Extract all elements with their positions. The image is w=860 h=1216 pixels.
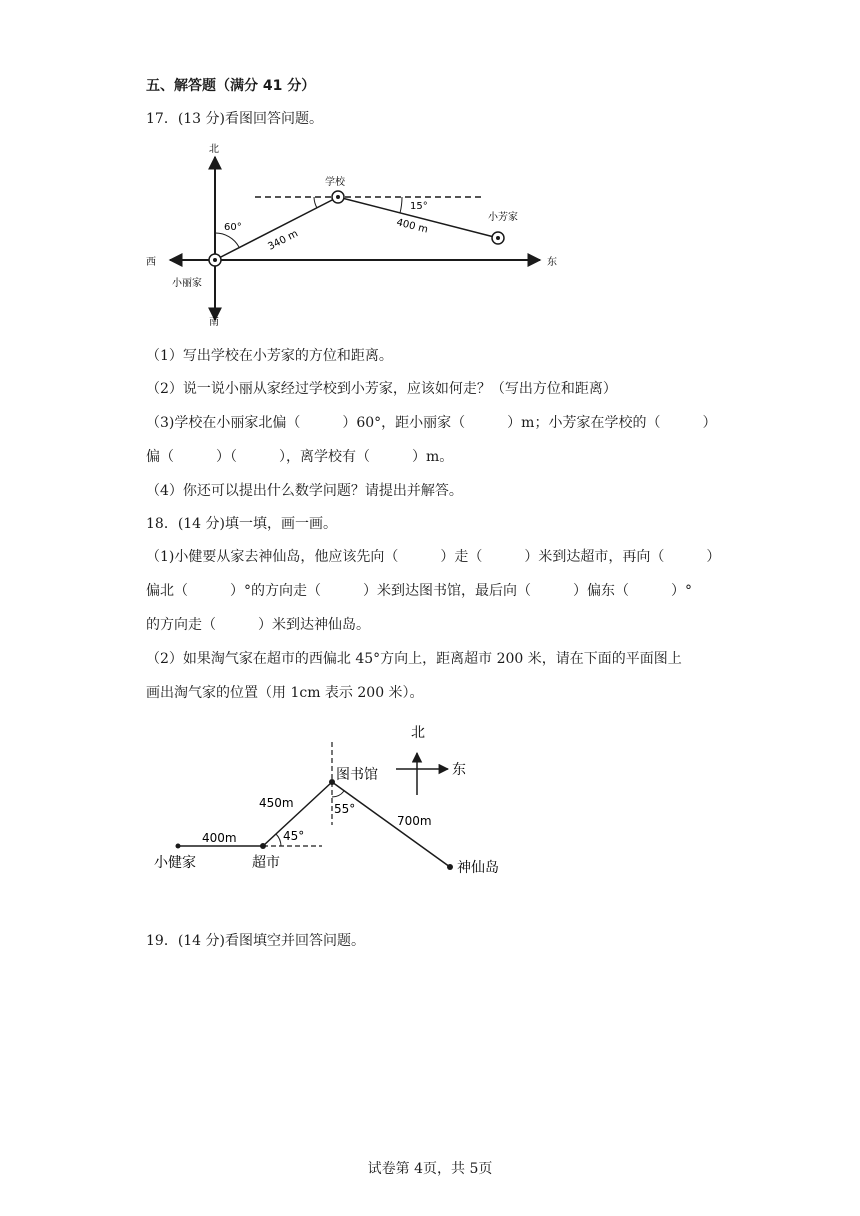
label-north: 北 bbox=[209, 144, 219, 155]
label-library: 图书馆 bbox=[336, 767, 378, 783]
label-west: 西 bbox=[146, 257, 156, 268]
label-d1: 400m bbox=[202, 831, 237, 845]
q17-part1: （1）写出学校在小芳家的方位和距离。 bbox=[146, 348, 393, 364]
section-title: 五、解答题（满分 41 分） bbox=[146, 78, 316, 94]
label-a2: 55° bbox=[334, 802, 356, 816]
label-xiaoli: 小丽家 bbox=[172, 278, 202, 289]
q18-part2-line2: 画出淘气家的位置（用 1cm 表示 200 米）。 bbox=[146, 685, 424, 701]
label-d2: 450m bbox=[259, 796, 294, 810]
page-footer: 试卷第 4页，共 5页 bbox=[367, 1161, 493, 1177]
q17-stem: 17．(13 分)看图回答问题。 bbox=[146, 111, 324, 127]
compass-north: 北 bbox=[411, 725, 425, 741]
label-angle-60: 60° bbox=[224, 222, 242, 233]
label-south: 南 bbox=[209, 317, 219, 328]
angle-arc-60 bbox=[215, 233, 239, 247]
label-school: 学校 bbox=[325, 177, 345, 188]
label-market: 超市 bbox=[252, 855, 280, 871]
path-library-island bbox=[332, 782, 450, 867]
compass-east: 东 bbox=[452, 762, 466, 778]
q17-part4: （4）你还可以提出什么数学问题？请提出并解答。 bbox=[146, 483, 463, 499]
q18-part1-line1: （1)小健要从家去神仙岛，他应该先向（ ）走（ ）米到达超市，再向（ ） bbox=[146, 549, 721, 565]
q18-part1-line3: 的方向走（ ）米到达神仙岛。 bbox=[146, 617, 370, 633]
angle-arc-15 bbox=[400, 197, 402, 213]
q19-stem: 19．(14 分)看图填空并回答问题。 bbox=[146, 933, 366, 949]
q18-stem: 18．(14 分)填一填，画一画。 bbox=[146, 516, 338, 532]
q17-diagram bbox=[140, 135, 580, 330]
q18-diagram bbox=[150, 715, 520, 880]
label-island: 神仙岛 bbox=[457, 860, 499, 876]
angle-arc-45 bbox=[276, 834, 281, 846]
angle-arc-55 bbox=[332, 791, 344, 797]
q17-part3-line1: （3)学校在小丽家北偏（ ）60°，距小丽家（ ）m；小芳家在学校的（ ） bbox=[146, 415, 717, 431]
q17-part3-line2: 偏（ ）（ ），离学校有（ ）m。 bbox=[146, 449, 454, 465]
label-d3: 700m bbox=[397, 814, 432, 828]
label-east: 东 bbox=[547, 257, 557, 268]
q18-part2-line1: （2）如果淘气家在超市的西偏北 45°方向上，距离超市 200 米，请在下面的平面图上 bbox=[146, 651, 682, 667]
label-dist-340: 340 m bbox=[266, 228, 300, 253]
label-home: 小健家 bbox=[154, 855, 196, 871]
label-angle-15: 15° bbox=[410, 201, 428, 212]
label-a1: 45° bbox=[283, 829, 305, 843]
q17-part2: （2）说一说小丽从家经过学校到小芳家，应该如何走？（写出方位和距离） bbox=[146, 381, 617, 397]
label-xiaofang: 小芳家 bbox=[488, 212, 518, 223]
q18-part1-line2: 偏北（ ）°的方向走（ ）米到达图书馆，最后向（ ）偏东（ ）° bbox=[146, 583, 692, 599]
angle-arc-school-left bbox=[314, 197, 317, 208]
label-dist-400: 400 m bbox=[395, 217, 429, 236]
